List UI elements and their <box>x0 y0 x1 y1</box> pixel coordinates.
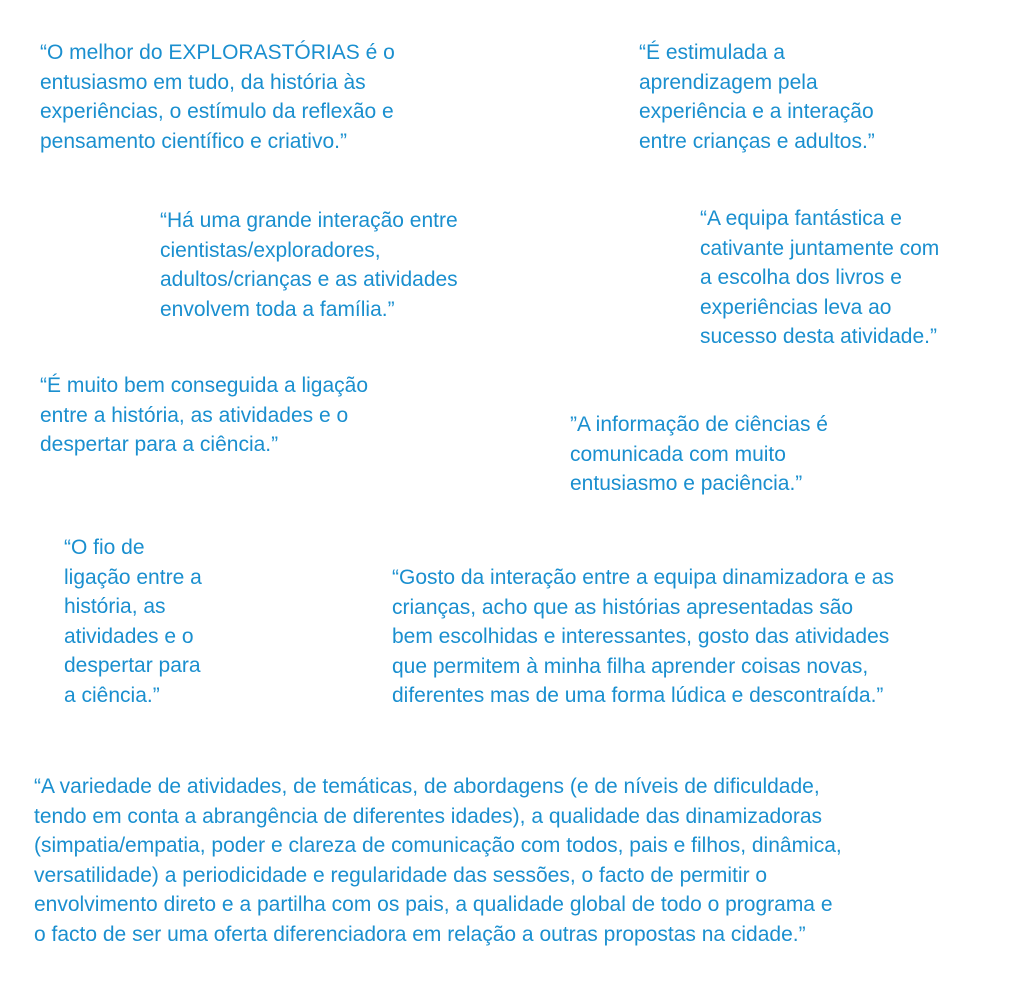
quote-line: cientistas/exploradores, <box>160 238 381 262</box>
quote-line: despertar para a ciência.” <box>40 433 279 457</box>
quote-line: cativante juntamente com <box>700 236 940 260</box>
testimonial-quote-3 <box>160 206 458 324</box>
quote-line: entre crianças e adultos.” <box>639 129 875 153</box>
testimonial-quote-8 <box>392 563 894 711</box>
quote-line: experiências, o estímulo da reflexão e <box>40 100 394 124</box>
quote-line: entusiasmo e paciência.” <box>570 472 803 496</box>
quote-line: “A equipa fantástica e <box>700 207 902 230</box>
quote-line: comunicada com muito <box>570 442 786 466</box>
quote-line: “Há uma grande interação entre <box>160 209 458 232</box>
quote-line: entusiasmo em tudo, da história às <box>40 70 366 94</box>
quote-line: versatilidade) a periodicidade e regularidade das sessões, o facto de permitir o <box>34 863 768 887</box>
quote-line: despertar para <box>64 654 201 678</box>
quote-line: história, as <box>64 595 166 619</box>
testimonial-quote-1 <box>40 38 395 156</box>
quote-line: ligação entre a <box>64 565 202 589</box>
quote-line: aprendizagem pela <box>639 70 818 94</box>
quote-line: “O melhor do EXPLORASTÓRIAS é o <box>40 41 395 64</box>
quote-line: “É estimulada a <box>639 41 785 64</box>
quote-line: “O fio de <box>64 536 145 559</box>
quote-line: “É muito bem conseguida a ligação <box>40 374 369 397</box>
quote-line: pensamento científico e criativo.” <box>40 129 347 153</box>
quote-line: (simpatia/empatia, poder e clareza de comunicação com todos, pais e filhos, dinâmica, <box>34 834 842 858</box>
quote-line: envolvem toda a família.” <box>160 297 395 321</box>
quote-line: a escolha dos livros e <box>700 266 902 290</box>
quote-line: o facto de ser uma oferta diferenciadora em relação a outras propostas na cidade.” <box>34 922 806 946</box>
quote-line: sucesso desta atividade.” <box>700 325 937 349</box>
quote-line: diferentes mas de uma forma lúdica e descontraída.” <box>392 684 884 708</box>
quote-line: envolvimento direto e a partilha com os pais, a qualidade global de todo o programa e <box>34 893 833 917</box>
testimonial-quote-6 <box>570 410 828 499</box>
quote-line: ”A informação de ciências é <box>570 413 828 436</box>
testimonial-quote-5 <box>40 371 368 460</box>
quote-line: entre a história, as atividades e o <box>40 403 349 427</box>
quote-line: “Gosto da interação entre a equipa dinamizadora e as <box>392 566 894 589</box>
quote-line: experiência e a interação <box>639 100 874 124</box>
quote-line: adultos/crianças e as atividades <box>160 268 458 292</box>
testimonial-quote-9 <box>34 772 842 950</box>
quote-line: crianças, acho que as histórias apresentadas são <box>392 595 854 619</box>
testimonial-quote-2 <box>639 38 875 156</box>
testimonial-quote-7 <box>64 533 202 711</box>
quote-line: tendo em conta a abrangência de diferentes idades), a qualidade das dinamizadoras <box>34 804 823 828</box>
quote-line: experiências leva ao <box>700 295 892 319</box>
quote-line: bem escolhidas e interessantes, gosto das atividades <box>392 625 890 649</box>
testimonial-quote-4 <box>700 204 939 352</box>
quote-line: “A variedade de atividades, de temáticas, de abordagens (e de níveis de dificuldade, <box>34 775 820 798</box>
quote-line: que permitem à minha filha aprender coisas novas, <box>392 654 869 678</box>
quote-line: atividades e o <box>64 624 194 648</box>
quote-line: a ciência.” <box>64 683 160 707</box>
